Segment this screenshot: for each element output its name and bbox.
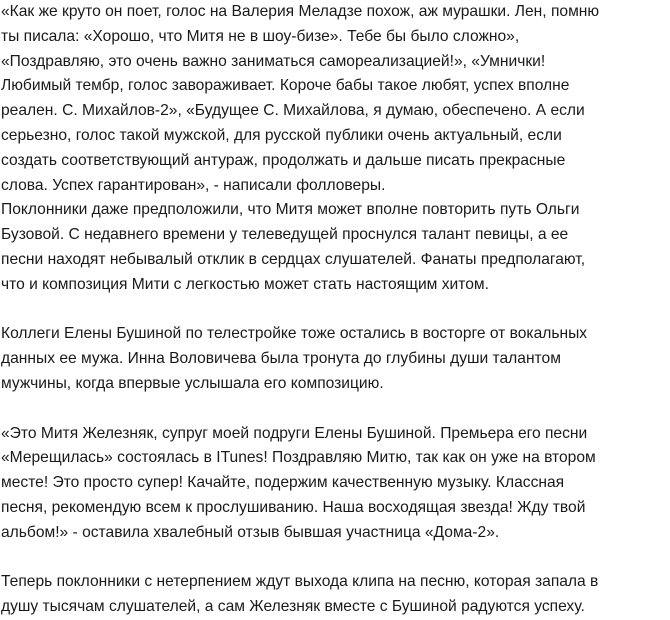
text-line: Поклонники даже предположили, что Митя может вполне повторить путь Ольги bbox=[1, 201, 580, 219]
paragraph-conclusion bbox=[1, 570, 670, 620]
text-line: альбом!» - оставила хвалебный отзыв бывшая участница «Дома-2». bbox=[1, 523, 500, 541]
text-line: реален. С. Михайлов-2», «Будущее С. Михайлова, я думаю, обеспечено. А если bbox=[1, 102, 585, 120]
text-line: создать соответствующий антураж, продолжать и дальше писать прекрасные bbox=[1, 151, 566, 169]
text-line: «Поздравляю, это очень важно заниматься самореализацией!», «Умнички! bbox=[1, 52, 546, 70]
text-line: Любимый тембр, голос завораживает. Короче бабы такое любят, успех вполне bbox=[1, 77, 570, 95]
paragraph-fans-prediction bbox=[1, 198, 670, 297]
paragraph-spacer bbox=[1, 397, 670, 422]
text-line: месте! Это просто супер! Качайте, подержим качественную музыку. Классная bbox=[1, 474, 565, 492]
text-line: «Это Митя Железняк, супруг моей подруги Елены Бушиной. Премьера его песни bbox=[1, 424, 588, 442]
text-line: песня, рекомендую всем к прослушиванию. Наша восходящая звезда! Жду твой bbox=[1, 498, 586, 516]
text-line: слова. Успех гарантирован», - написали фолловеры. bbox=[1, 176, 386, 194]
text-line: серьезно, голос такой мужской, для русской публики очень актуальный, если bbox=[1, 126, 562, 144]
text-line: данных ее мужа. Инна Воловичева была тронута до глубины души талантом bbox=[1, 350, 561, 368]
text-line: что и композиция Мити с легкостью может стать настоящим хитом. bbox=[1, 275, 489, 293]
text-line: «Как же круто он поет, голос на Валерия Меладзе похож, аж мурашки. Лен, помню bbox=[1, 3, 600, 20]
paragraph-spacer bbox=[1, 298, 670, 323]
paragraph-followers-comments bbox=[1, 0, 670, 198]
text-line: душу тысячам слушателей, а сам Железняк вместе с Бушиной радуются успеху. bbox=[1, 598, 585, 616]
paragraph-colleagues bbox=[1, 322, 670, 396]
text-line: Коллеги Елены Бушиной по телестройке тоже остались в восторге от вокальных bbox=[1, 325, 588, 343]
text-line: ты писала: «Хорошо, что Митя не в шоу-бизе». Тебе бы было сложно», bbox=[1, 27, 520, 45]
text-line: «Мерещилась» состоялась в ITunes! Поздравляю Митю, так как он уже на втором bbox=[1, 449, 596, 467]
text-line: Бузовой. С недавнего времени у телеведущей проснулся талант певицы, а ее bbox=[1, 226, 569, 244]
text-line: мужчины, когда впервые услышала его композицию. bbox=[1, 374, 384, 392]
text-line: песни находят небывалый отклик в сердцах слушателей. Фанаты предполагают, bbox=[1, 250, 586, 268]
text-line: Теперь поклонники с нетерпением ждут выхода клипа на песню, которая запала в bbox=[1, 573, 599, 591]
paragraph-quote bbox=[1, 422, 670, 546]
paragraph-spacer bbox=[1, 546, 670, 571]
